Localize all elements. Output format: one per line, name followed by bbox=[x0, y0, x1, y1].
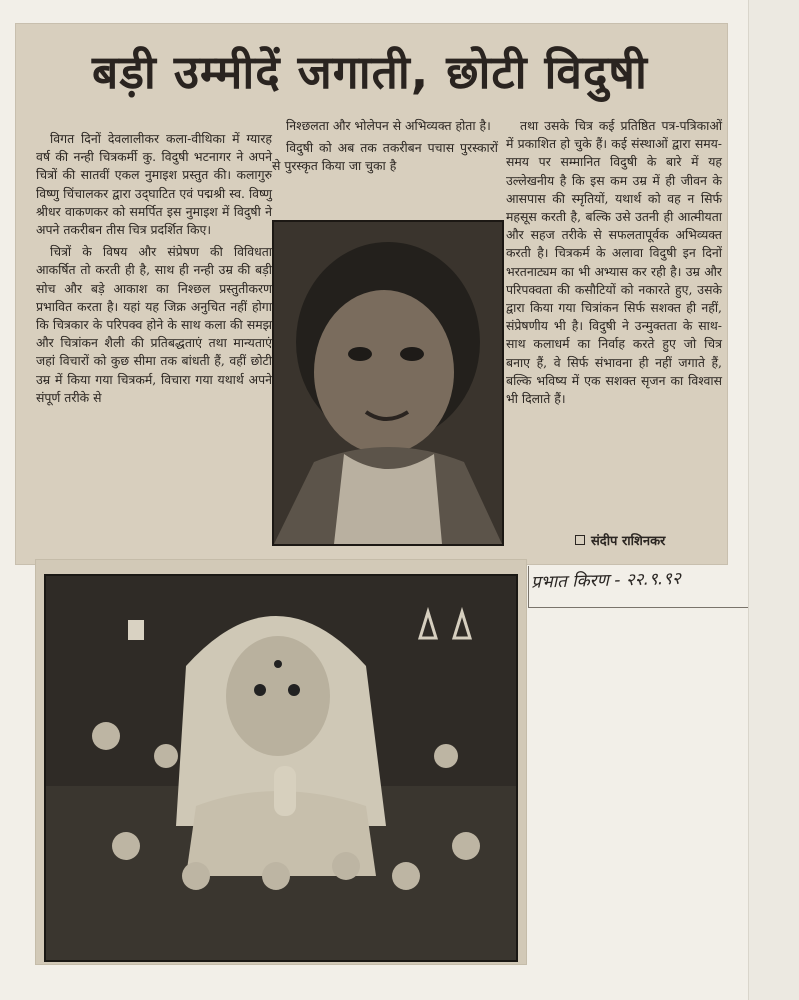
article-column-3 bbox=[506, 117, 722, 412]
paragraph: तथा उसके चित्र कई प्रतिष्ठित पत्र-पत्रिकाओं में प्रकाशित हो चुके हैं। कई संस्थाओं द्वारा समय-समय पर सम्मानित विदुषी के बारे में यह उल्लेखनीय है कि इस कम उम्र में ही जीवन के आसपास की स्मृतियों, यथार्थ को वह न सिर्फ महसूस करती है, बल्कि उसे उतनी ही आत्मीयता और सहज तरीके से सफलतापूर्वक अभिव्यक्त करती है। चित्रकर्म के अलावा विदुषी इन दिनों भरतनाट्यम का भी अभ्यास कर रही है। उम्र और परिपक्वता की कसौटियों को नकारते हुए, उसके द्वारा किया गया चित्रांकन सिर्फ सशक्त ही नहीं, संप्रेषणीय भी है। विदुषी ने उन्मुक्तता के साथ-साथ कलाधर्म का निर्वाह करते हुए जो चित्र बनाए हैं, वे सिर्फ संभावना ही नहीं जगाते हैं, बल्कि भविष्य में एक सशक्त सृजन का विश्वास भी दिलाते हैं। bbox=[506, 118, 722, 407]
paragraph: चित्रों के विषय और संप्रेषण की विविधता आकर्षित तो करती ही है, साथ ही नन्ही उम्र की बड़ी सोच और बड़े आकाश का निश्छल प्रस्तुतीकरण प्रभावित करता है। यहां यह जिक्र अनुचित नहीं होगा कि चित्रकार के परिपक्व होने के साथ कला की समझ और चित्रांकन शैली की प्रतिबद्धताएं तथा मान्यताएं जहां विचारों को कुछ सीमा तक बांधती हैं, वहीं छोटी उम्र में किया गया चित्रकर्म, विचारा गया यथार्थ अपने संपूर्ण तरीके से bbox=[36, 244, 272, 405]
article-byline bbox=[575, 531, 735, 549]
paragraph: विदुषी को अब तक तकरीबन पचास पुरस्कारों से पुरस्कृत किया जा चुका है bbox=[272, 140, 498, 174]
article-column-2 bbox=[272, 117, 498, 180]
article-column-1 bbox=[36, 130, 272, 411]
article-headline: बड़ी उम्मीदें जगाती, छोटी विदुषी bbox=[92, 45, 648, 99]
paragraph: विगत दिनों देवलालीकर कला-वीथिका में ग्यारह वर्ष की नन्ही चित्रकर्मी कु. विदुषी भटनागर ने अपने चित्रों की सातवीं एकल नुमाइश प्रस्तुत की। कलागुरु विष्णु चिंचालकर द्वारा उद्‌घाटित एवं पद्मश्री स्व. विष्णु श्रीधर वाकणकर को समर्पित इस नुमाइश में विदुषी ने अपने तकरीबन तीस चित्र प्रदर्शित किए। bbox=[36, 131, 272, 238]
paragraph: निश्छलता और भोलेपन से अभिव्यक्त होता है। bbox=[286, 118, 491, 133]
handwriting-rule-horizontal bbox=[528, 607, 748, 608]
portrait-graphic bbox=[274, 222, 502, 544]
handwriting-rule-vertical bbox=[528, 566, 529, 608]
page-fold bbox=[748, 0, 799, 1000]
handwritten-source-note: प्रभात किरण - २२.९.९२ bbox=[530, 568, 682, 593]
portrait-photo bbox=[272, 220, 504, 546]
painting-reproduction bbox=[44, 574, 518, 962]
byline-text: संदीप राशिनकर bbox=[591, 534, 666, 549]
painting-graphic bbox=[46, 576, 516, 960]
square-icon bbox=[575, 535, 585, 545]
